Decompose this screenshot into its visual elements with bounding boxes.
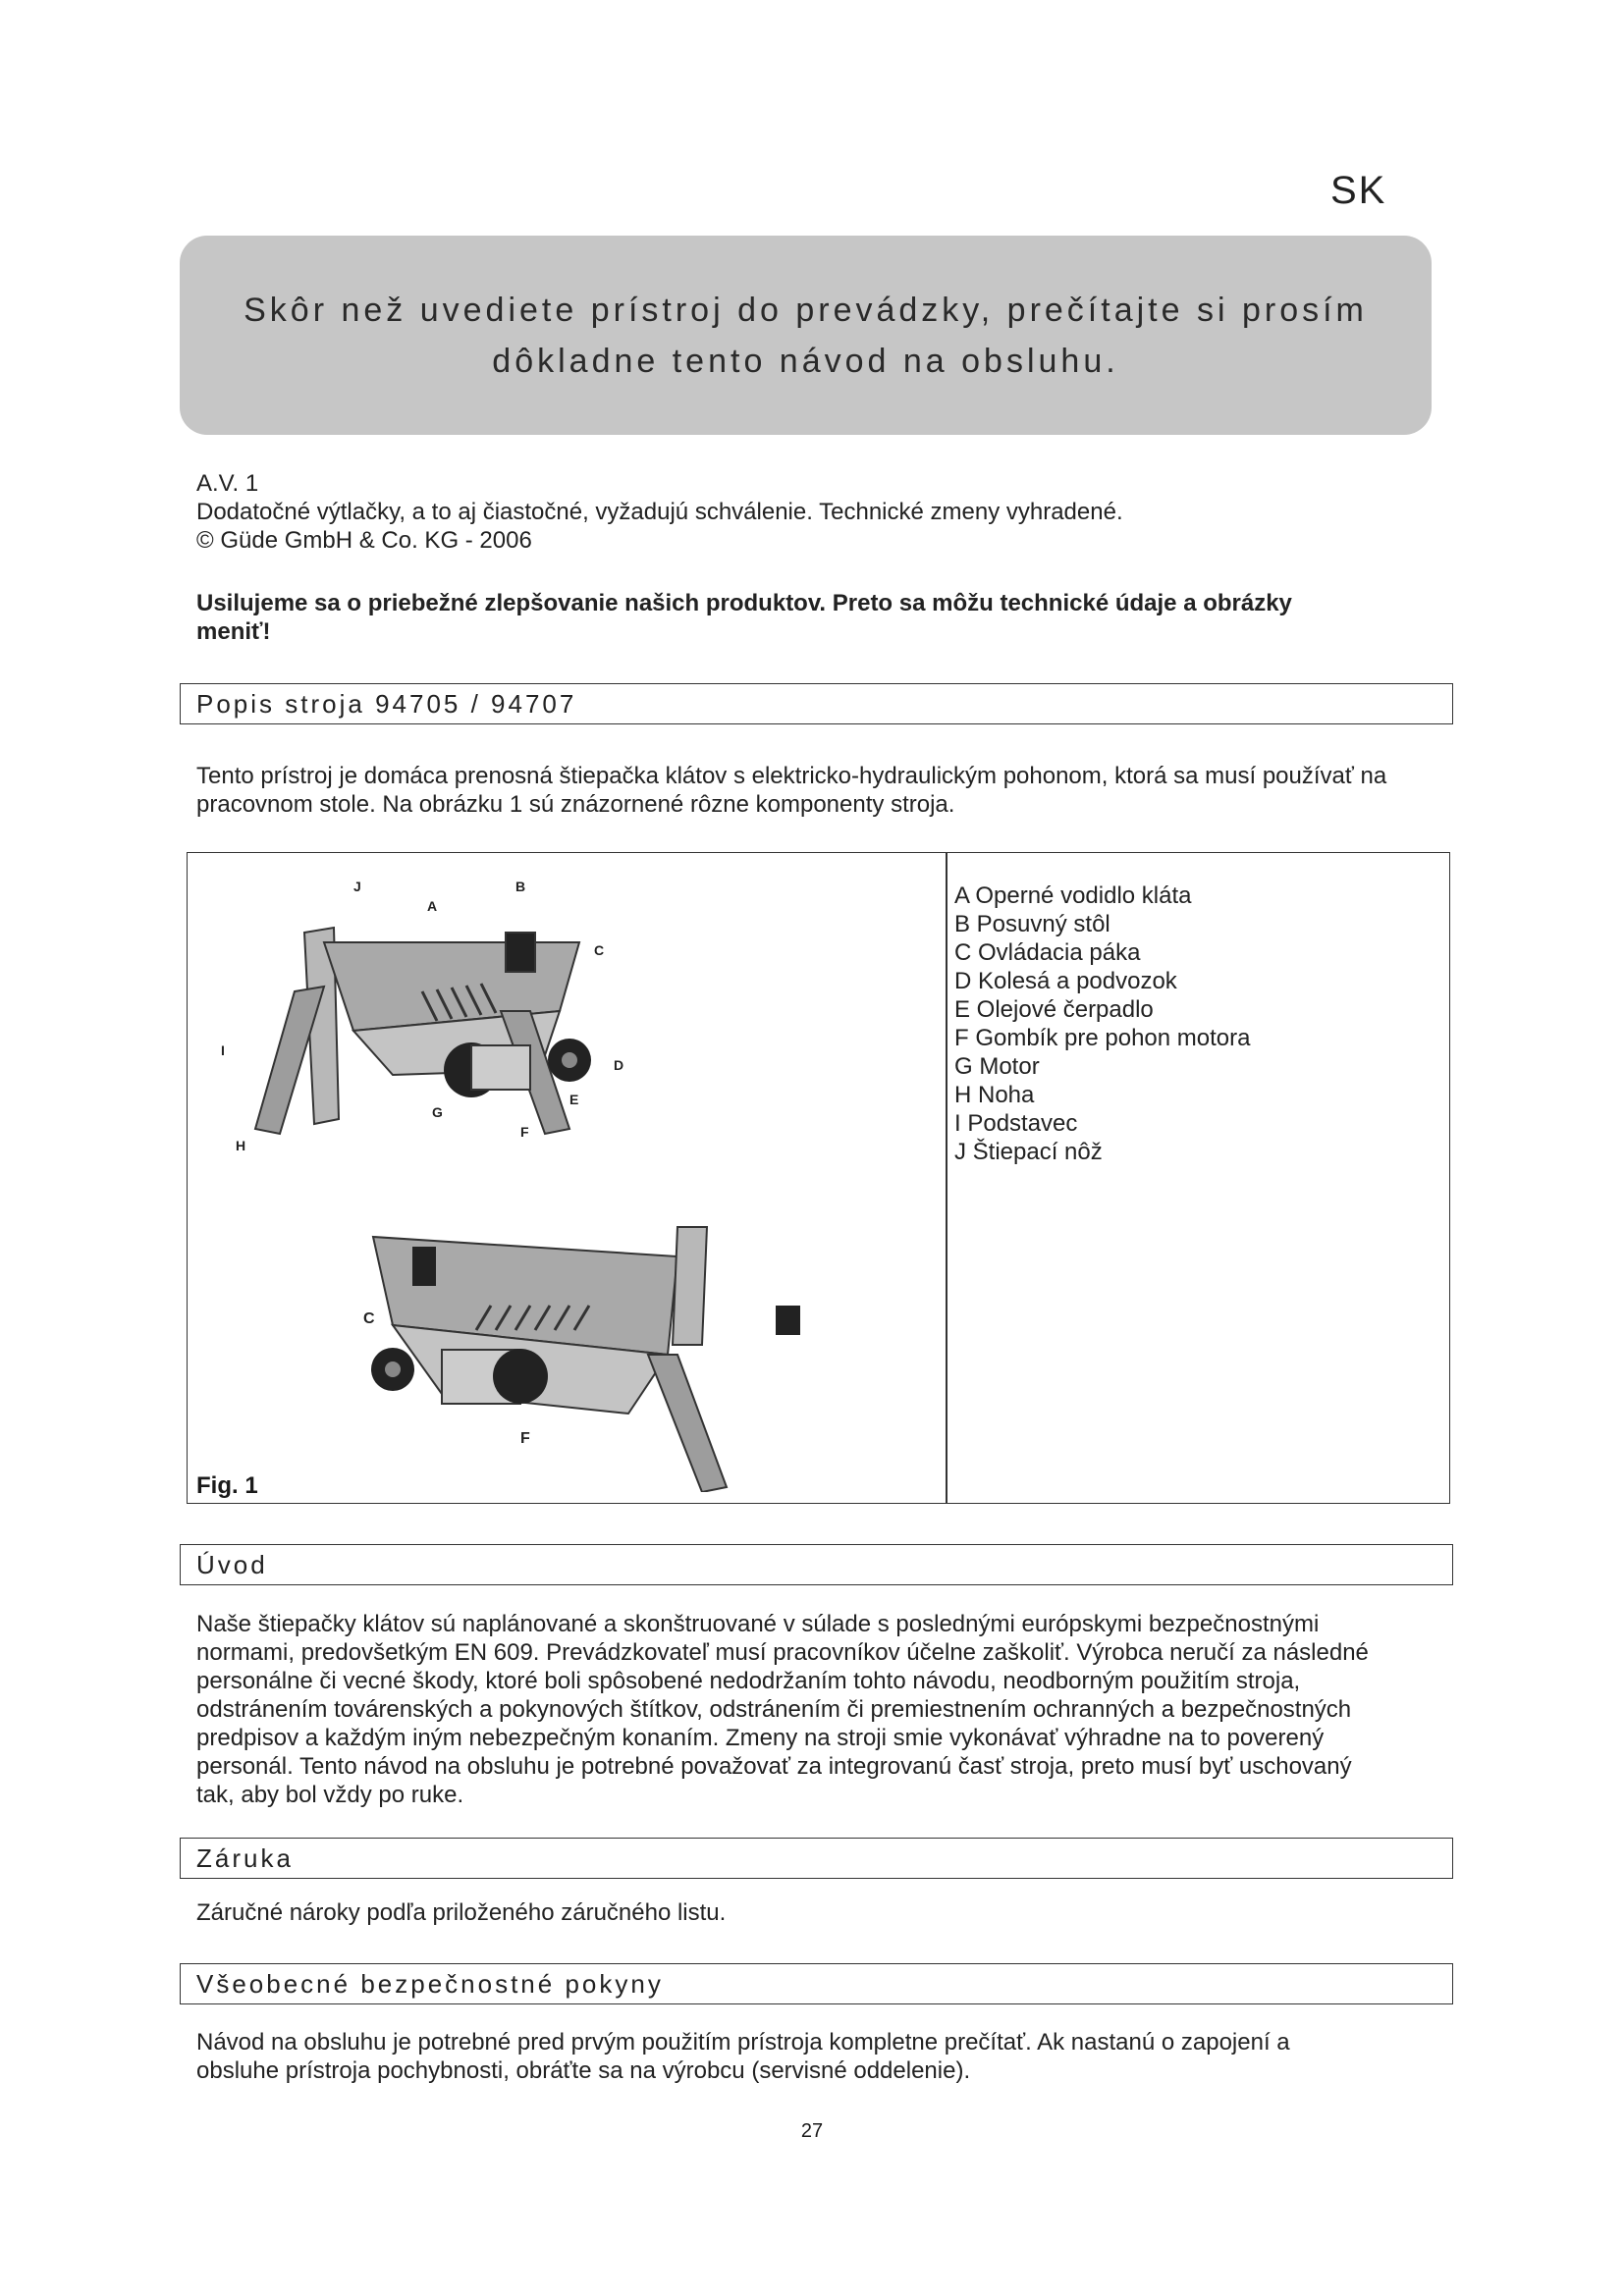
- figure-divider: [946, 853, 947, 1503]
- callout-c: C: [363, 1310, 375, 1327]
- zaruka-text: Záručné nároky podľa priloženého záručného listu.: [196, 1899, 727, 1926]
- section-header-bezpecnost: [180, 1963, 1453, 2004]
- legend-item: H Noha: [954, 1082, 1035, 1108]
- banner-line-2: dôkladne tento návod na obsluhu.: [492, 342, 1119, 380]
- section-title: Všeobecné bezpečnostné pokyny: [196, 1969, 664, 1999]
- popis-text-2: pracovnom stole. Na obrázku 1 sú znázornené rôzne komponenty stroja.: [196, 791, 955, 818]
- pusher: [506, 933, 535, 972]
- section-title: Popis stroja 94705 / 94707: [196, 689, 577, 719]
- section-header-zaruka: [180, 1838, 1453, 1879]
- version-line: A.V. 1: [196, 470, 259, 497]
- callout-a: A: [427, 898, 438, 914]
- warning-banner: [180, 236, 1432, 435]
- section-title: Záruka: [196, 1843, 294, 1873]
- log-splitter-illustration-2: [353, 1207, 844, 1492]
- callout-f: F: [520, 1430, 530, 1447]
- legend-item: G Motor: [954, 1053, 1040, 1080]
- callout-d: D: [614, 1057, 624, 1073]
- log-splitter-illustration-1: [206, 874, 658, 1168]
- uvod-line: personálne či vecné škody, ktoré boli spôsobené nedodržaním tohto návodu, neodborným použitím stroja,: [196, 1668, 1301, 1694]
- blade: [673, 1227, 707, 1345]
- uvod-line: personál. Tento návod na obsluhu je potrebné považovať za integrovanú časť stroja, preto musí byť uschovaný: [196, 1753, 1352, 1780]
- bezpecnost-text-1: Návod na obsluhu je potrebné pred prvým použitím prístroja kompletne prečítať. Ak nastanú o zapojení a: [196, 2029, 1290, 2056]
- banner-line-1: Skôr než uvediete prístroj do prevádzky, prečítajte si prosím: [244, 291, 1368, 329]
- uvod-line: odstránením továrenských a pokynových štítkov, odstránením či premiestnením ochranných a bezpečnostných: [196, 1696, 1352, 1723]
- component-legend: [954, 881, 1250, 1166]
- uvod-line: tak, aby bol vždy po ruke.: [196, 1782, 464, 1808]
- legend-item: J Štiepací nôž: [954, 1139, 1103, 1165]
- leg: [648, 1355, 727, 1492]
- uvod-line: Naše štiepačky klátov sú naplánované a skonštruované v súlade s poslednými európskymi bezpečnostnými: [196, 1611, 1320, 1637]
- legend-item: C Ovládacia páka: [954, 939, 1141, 966]
- legend-item: F Gombík pre pohon motora: [954, 1025, 1251, 1051]
- uvod-line: predpisov a každým iným nebezpečným konaním. Zmeny na stroji smie vykonávať výhradne na to poverený: [196, 1725, 1325, 1751]
- callout-c: C: [594, 942, 605, 958]
- legend-item: E Olejové čerpadlo: [954, 996, 1154, 1023]
- section-header-popis: [180, 683, 1453, 724]
- callout-i: I: [221, 1042, 225, 1058]
- figure-label: Fig. 1: [196, 1472, 258, 1499]
- bezpecnost-text-2: obsluhe prístroja pochybnosti, obráťte sa na výrobcu (servisné oddelenie).: [196, 2057, 971, 2084]
- copyright-notice: Dodatočné výtlačky, a to aj čiastočné, vyžadujú schválenie. Technické zmeny vyhradené.: [196, 499, 1123, 525]
- legend-item: B Posuvný stôl: [954, 911, 1110, 937]
- language-code: SK: [1330, 169, 1387, 212]
- callout-g: G: [432, 1104, 443, 1120]
- improvement-notice-1: Usilujeme sa o priebežné zlepšovanie našich produktov. Preto sa môžu technické údaje a obrázky: [196, 590, 1292, 616]
- callout-b: B: [515, 879, 526, 894]
- callout-e: E: [569, 1092, 579, 1107]
- page-number: 27: [800, 2120, 824, 2142]
- callout-h: H: [236, 1138, 246, 1153]
- legend-item: I Podstavec: [954, 1110, 1078, 1137]
- uvod-paragraph: [196, 1610, 1369, 1809]
- legend-item: D Kolesá a podvozok: [954, 968, 1177, 994]
- section-header-uvod: [180, 1544, 1453, 1585]
- improvement-notice-2: meniť!: [196, 618, 271, 645]
- legend-item: A Operné vodidlo kláta: [954, 882, 1192, 909]
- section-title: Úvod: [196, 1550, 268, 1579]
- uvod-line: normami, predovšetkým EN 609. Prevádzkovateľ musí pracovníkov účelne zaškoliť. Výrobca neručí za následné: [196, 1639, 1369, 1666]
- popis-text-1: Tento prístroj je domáca prenosná štiepačka klátov s elektricko-hydraulickým pohonom, ktorá sa musí používať na: [196, 763, 1387, 789]
- copyright-line: © Güde GmbH & Co. KG - 2006: [196, 527, 532, 554]
- callout-j: J: [353, 879, 361, 894]
- callout-f: F: [520, 1124, 529, 1140]
